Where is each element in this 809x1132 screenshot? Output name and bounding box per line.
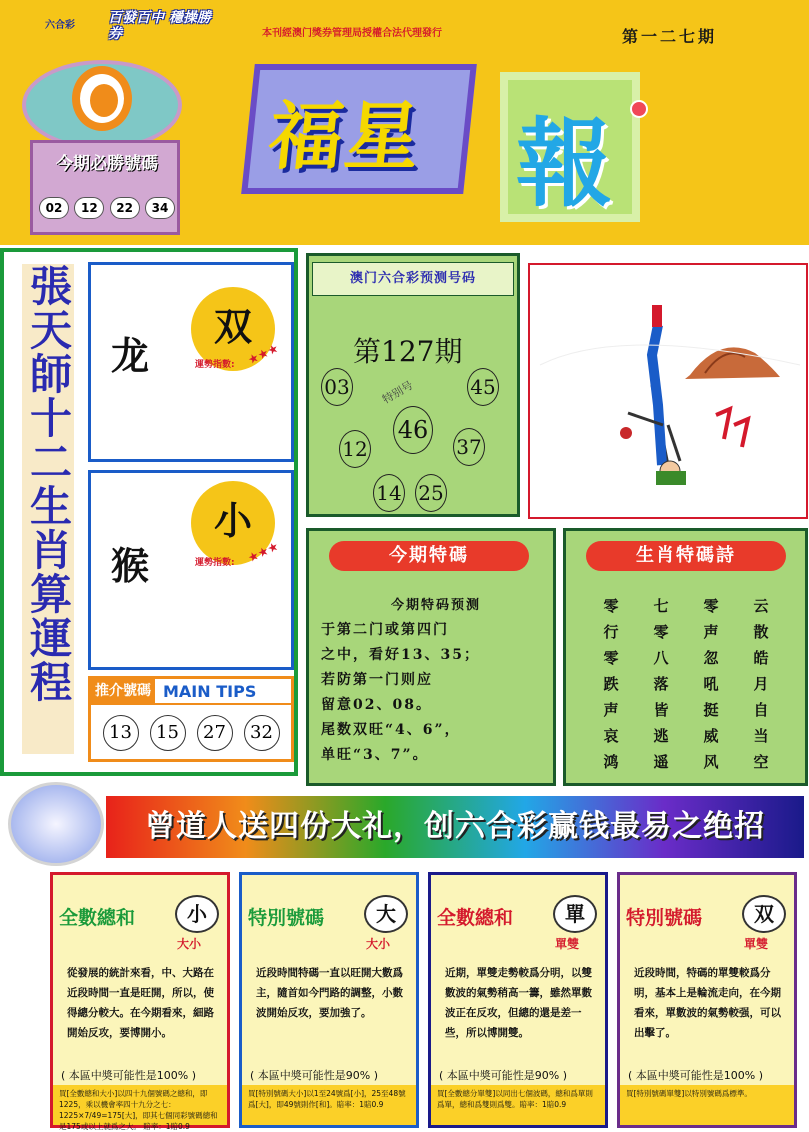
must-win-number: 02 — [39, 197, 69, 219]
stat-card-special-odd-even — [617, 872, 797, 1128]
stat-card-total-odd-even — [428, 872, 608, 1128]
card-footnote: 買[全數總和大小]以四十九個號碼之總和，即1225，乘以機會率四十九分之七：1225×7/49=175[大]，即其七個同彩號碼總和是175或以上就爲之大。 賠率：1賠0.9 — [53, 1085, 227, 1125]
tip-number: 27 — [197, 715, 233, 751]
card-body: 近段時間，特碼的單雙較爲分明，基本上是輪流走向，在今期看來，單數波的氣勢較强，可以出擊了。 — [634, 967, 781, 1039]
card-title: 全數總和 — [437, 907, 514, 929]
prediction-number: 37 — [453, 428, 485, 466]
illustration — [528, 263, 808, 519]
stat-card-total-size — [50, 872, 230, 1131]
zodiac-animal: 龙 — [111, 333, 150, 378]
masthead-fu — [241, 64, 477, 194]
tip-number: 32 — [244, 715, 280, 751]
poem-char: 当 — [753, 727, 769, 745]
card-probability: ( 本區中奬可能性是90% ) — [439, 1069, 568, 1082]
card-footnote: 買[特別號碼單雙]以特別號碼爲標準。 — [620, 1085, 794, 1125]
zodiac-poem-box — [563, 528, 808, 786]
card-title: 特別號碼 — [626, 907, 703, 929]
main-tips-en: MAIN TIPS — [163, 681, 257, 701]
poem-char: 逃 — [653, 727, 669, 745]
handstand-figure-illustration — [530, 265, 806, 517]
poem-grid — [586, 595, 786, 774]
card-subtitle: 大小 — [176, 937, 201, 951]
poem-char: 皆 — [653, 701, 669, 719]
poem-char: 鸿 — [603, 753, 619, 771]
card-probability: ( 本區中奬可能性是90% ) — [250, 1069, 379, 1082]
card-body: 近期，單雙走勢較爲分明，以雙數波的氣勢稍高一籌，雖然單數波正在反攻，但總的還是差一些，所以博開雙。 — [445, 967, 592, 1039]
poem-title: 生肖特碼詩 — [586, 541, 786, 571]
zodiac-card-monkey — [88, 470, 294, 670]
poem-char: 挺 — [703, 701, 719, 719]
must-win-number: 34 — [145, 197, 175, 219]
card-subtitle: 單雙 — [554, 937, 579, 951]
main-tips-numbers — [91, 705, 291, 751]
poem-char: 风 — [703, 753, 719, 771]
issue-number: 第一二七期 — [622, 27, 718, 46]
card-subtitle: 大小 — [365, 937, 390, 951]
poem-char: 零 — [603, 649, 619, 667]
poem-char: 行 — [603, 623, 619, 641]
poem-char: 落 — [653, 675, 669, 693]
poem-char: 跌 — [603, 675, 619, 693]
luck-label: 運勢指數: — [195, 558, 235, 568]
eye-icon — [72, 66, 132, 131]
poem-char: 吼 — [703, 675, 719, 693]
prediction-number: 45 — [467, 368, 499, 406]
special-code-line: 留意02、08。 — [321, 697, 432, 713]
must-win-number: 22 — [110, 197, 140, 219]
card-body: 近段時間特碼一直以旺開大數爲主，隨首如今門路的調整，小數波開始反攻，要加強了。 — [256, 967, 403, 1019]
poem-char: 八 — [653, 649, 669, 667]
card-badge: 大 — [364, 895, 408, 933]
poem-char: 声 — [703, 623, 719, 641]
zodiac-card-dragon — [88, 262, 294, 462]
special-code-head: 今期特码预测 — [390, 598, 481, 613]
special-code-line: 于第二门或第四门 — [321, 622, 449, 638]
must-win-banner — [30, 140, 180, 235]
promo-banner — [106, 796, 804, 858]
prediction-title: 澳门六合彩预测号码 — [312, 262, 514, 296]
tip-number: 13 — [103, 715, 139, 751]
header — [0, 0, 809, 245]
promo-banner-text: 曾道人送四份大礼，创六合彩赢钱最易之绝招 — [145, 809, 765, 844]
poem-char: 遥 — [653, 753, 669, 771]
card-title: 特別號碼 — [248, 907, 325, 929]
main-tips-header — [91, 679, 291, 705]
license-notice: 本刊經澳门獎券管理局授權合法代理發行 — [262, 28, 442, 39]
special-code-line: 若防第一门则应 — [321, 672, 433, 688]
main-tips-cn: 推介號碼 — [91, 679, 155, 703]
poem-char: 皓 — [753, 649, 769, 667]
zodiac-animal: 猴 — [111, 543, 150, 588]
prediction-special-number: 46 — [393, 406, 433, 454]
card-badge: 單 — [553, 895, 597, 933]
special-code-line: 之中，看好13、35； — [321, 647, 480, 663]
card-probability: ( 本區中奬可能性是100% ) — [61, 1069, 197, 1082]
card-body: 從發展的統計來看，中、大路在近段時間一直是旺開，所以，使得總分較大。在今期看來，細路開始反攻，要博開小。 — [67, 967, 214, 1039]
card-badge: 小 — [175, 895, 219, 933]
poem-char: 七 — [653, 597, 669, 615]
poem-char: 忽 — [703, 649, 719, 667]
poem-char: 散 — [753, 623, 769, 641]
brand-logo: 六合彩 — [45, 20, 75, 31]
special-code-box — [306, 528, 556, 786]
zodiac-title-text: 張天師十二生肖算運程 — [24, 264, 73, 704]
poem-char: 云 — [753, 597, 769, 615]
poem-char: 自 — [753, 701, 769, 719]
prediction-number: 25 — [415, 474, 447, 512]
star-icon: ★★★ — [245, 340, 281, 368]
main-tips — [88, 676, 294, 762]
poem-char: 声 — [603, 701, 619, 719]
zodiac-badge-text: 双 — [213, 304, 252, 349]
poem-char: 威 — [703, 727, 719, 745]
masthead-fu-text: 福星 — [264, 94, 426, 180]
poem-char: 月 — [753, 675, 769, 693]
masthead-bao-text: 報 — [516, 107, 612, 220]
tip-number: 15 — [150, 715, 186, 751]
card-subtitle: 單雙 — [743, 937, 768, 951]
zodiac-panel — [0, 248, 298, 776]
card-title: 全數總和 — [59, 907, 136, 929]
dot-icon — [630, 100, 648, 118]
luck-label: 運勢指數: — [195, 360, 235, 370]
special-code-line: 单旺“3、7”。 — [321, 747, 429, 763]
stat-card-special-size — [239, 872, 419, 1128]
prediction-number: 12 — [339, 430, 371, 468]
must-win-emblem — [22, 60, 192, 235]
card-footnote: 買[全數總分單雙]以同出七個波碼，總和爲單則爲單，總和爲雙則爲雙。賠率：1賠0.9 — [431, 1085, 605, 1125]
masthead-bao — [500, 72, 640, 222]
card-probability: ( 本區中奬可能性是100% ) — [628, 1069, 764, 1082]
card-footnote: 買[特別號碼大小]以1至24號爲[小]，25至48號爲[大]，即49號則作[和]。賠率：1賠0.9 — [242, 1085, 416, 1125]
poem-char: 零 — [653, 623, 669, 641]
must-win-numbers — [39, 197, 175, 219]
special-code-title: 今期特碼 — [329, 541, 529, 571]
card-badge: 双 — [742, 895, 786, 933]
zodiac-title — [22, 264, 74, 754]
starburst-icon — [8, 782, 104, 866]
slogan: 百發百中 穩操勝券 — [108, 10, 211, 42]
poem-char: 空 — [753, 753, 769, 771]
prediction-box — [306, 253, 520, 517]
prediction-number: 14 — [373, 474, 405, 512]
zodiac-badge-text: 小 — [213, 498, 252, 543]
poem-char: 零 — [703, 597, 719, 615]
special-code-line: 尾数双旺“4、6”， — [321, 722, 461, 738]
special-label: 特别号 — [380, 378, 416, 407]
poem-char: 零 — [603, 597, 619, 615]
special-code-text — [321, 593, 551, 768]
poem-char: 哀 — [603, 727, 619, 745]
star-icon: ★★★ — [245, 538, 281, 566]
prediction-issue: 第127期 — [353, 335, 463, 368]
must-win-number: 12 — [74, 197, 104, 219]
prediction-number: 03 — [321, 368, 353, 406]
must-win-title: 今期必勝號碼 — [56, 154, 158, 174]
